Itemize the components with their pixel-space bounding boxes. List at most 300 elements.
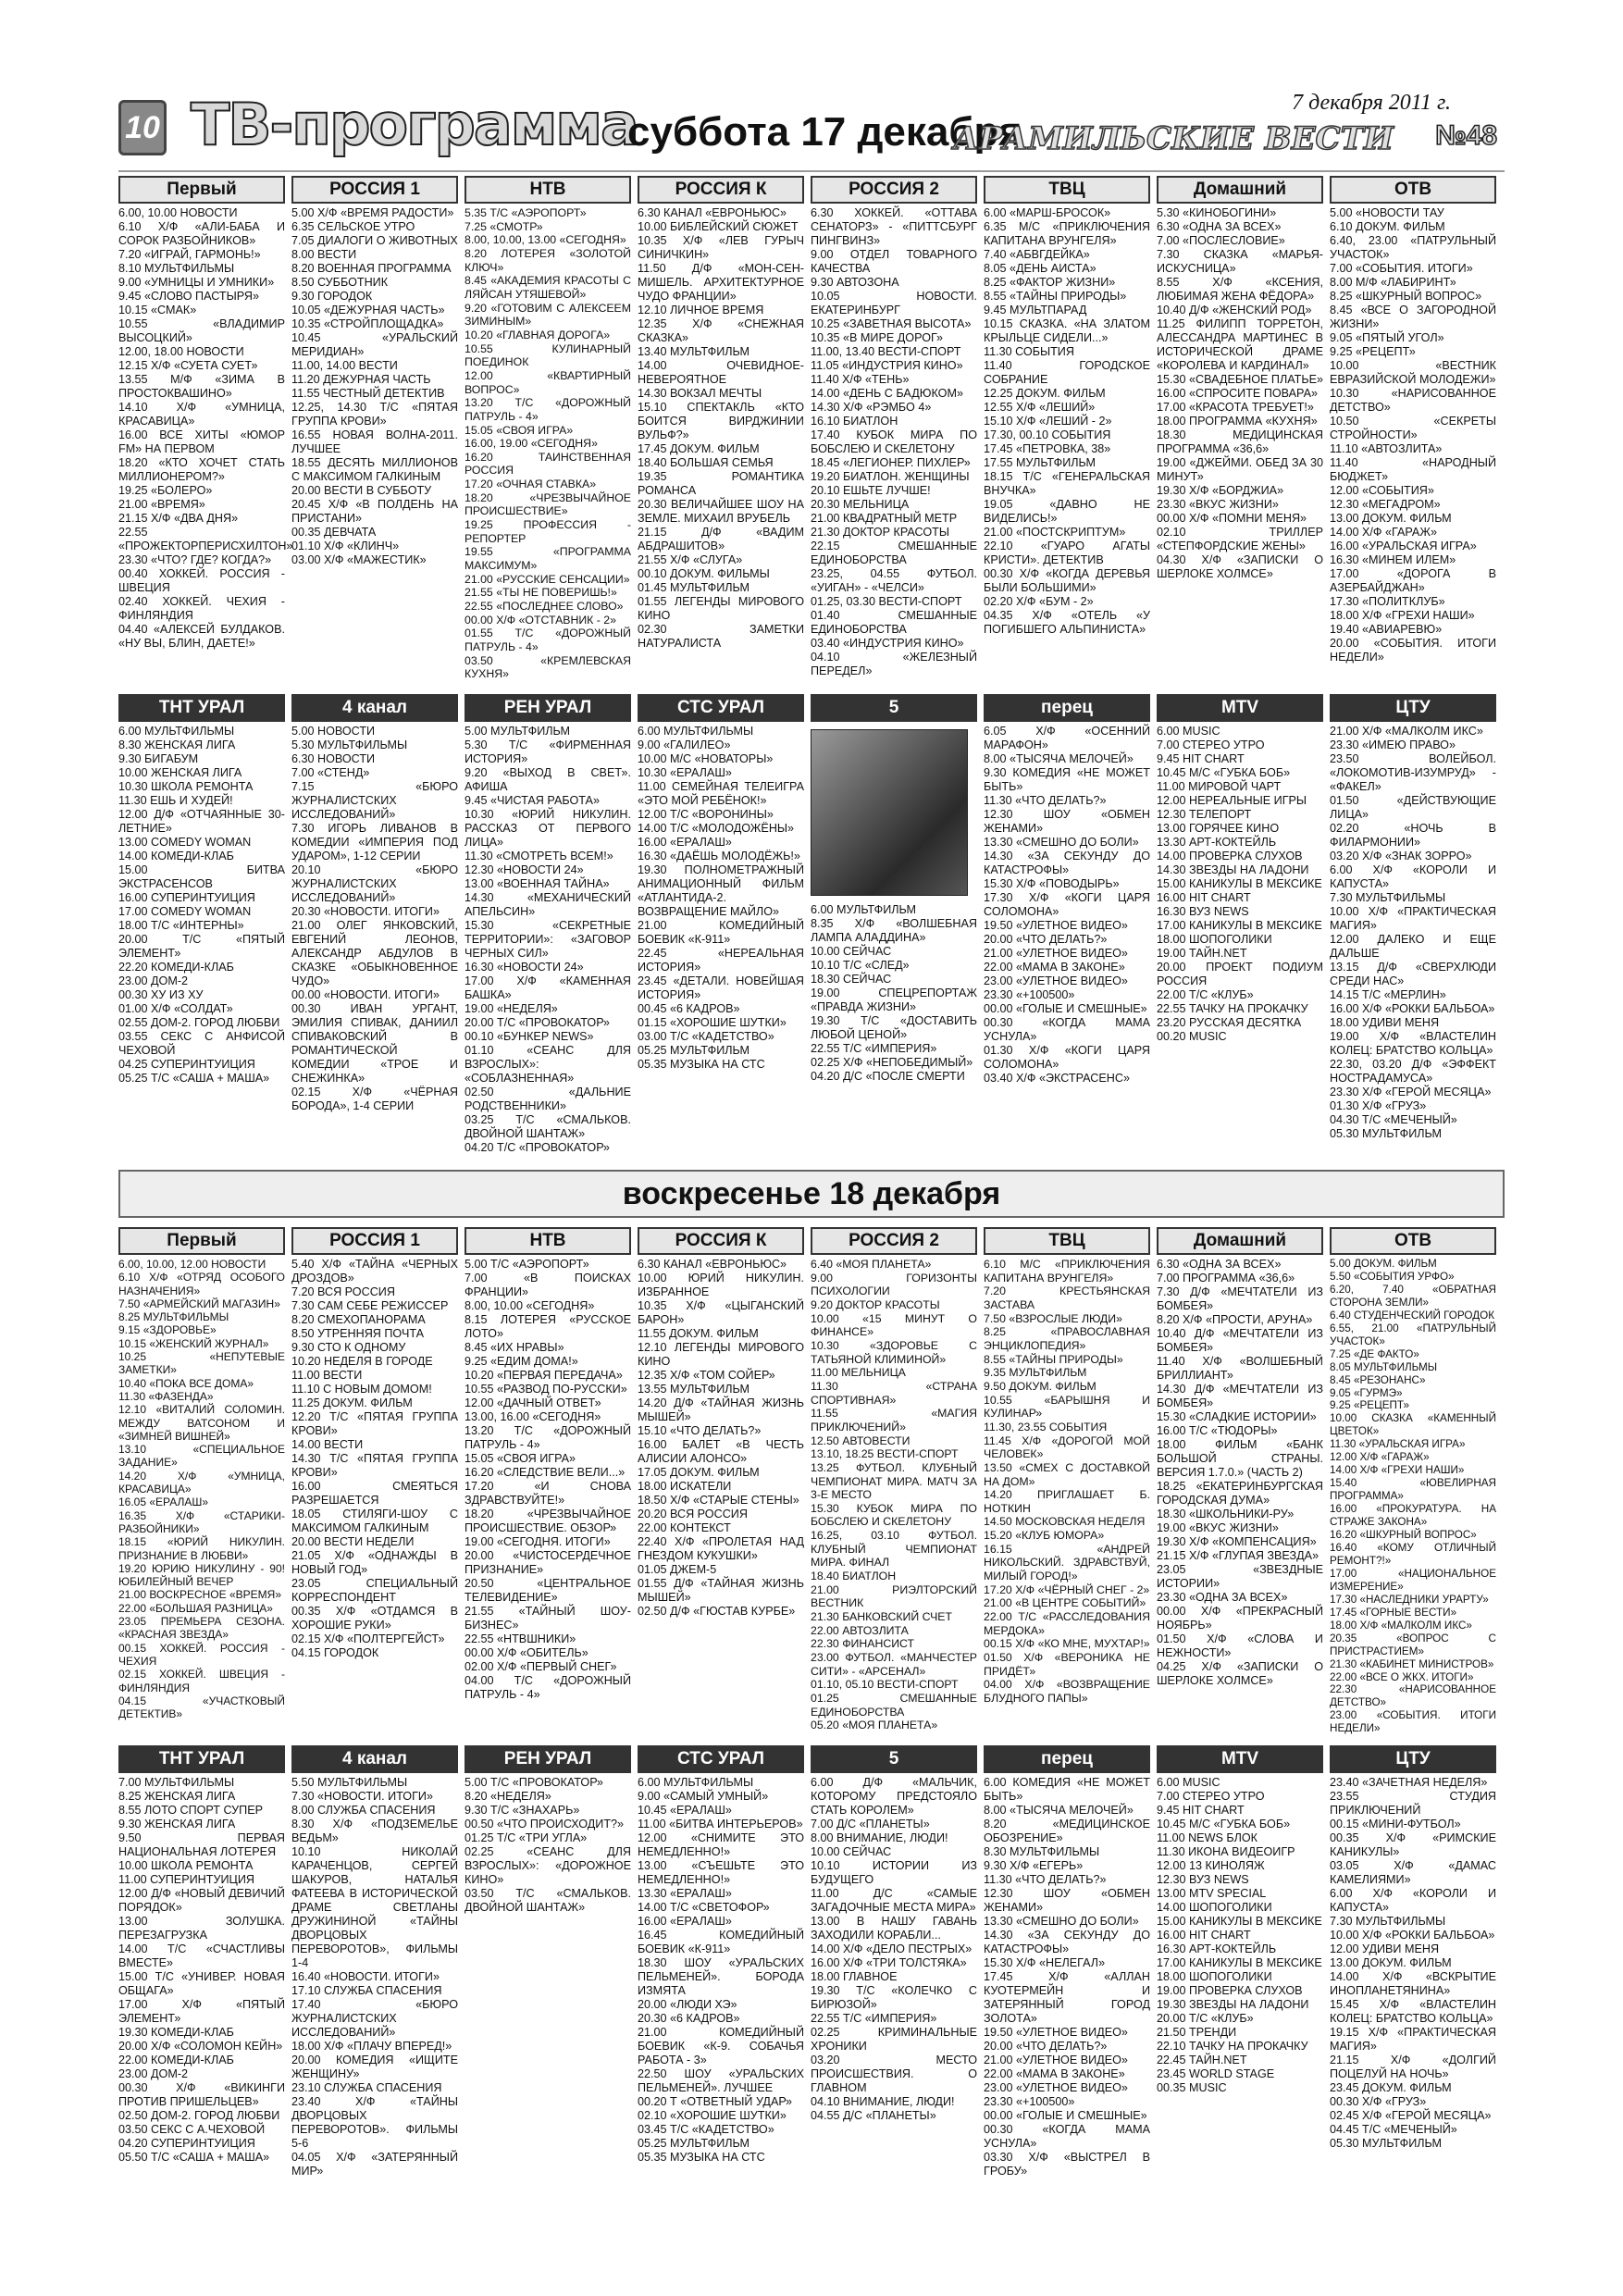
program-item: 03.40 Х/Ф «ЭКСТРАСЕНС» — [984, 1072, 1130, 1085]
program-item: 23.40 «ЗАЧЕТНАЯ НЕДЕЛЯ» — [1330, 1776, 1488, 1789]
program-item: 18.00 Х/Ф «ПЛАЧУ ВПЕРЕД!» — [291, 2040, 452, 2053]
program-list — [811, 1258, 977, 1732]
program-item: 19.15 Х/Ф «ПРАКТИЧЕСКАЯ МАГИЯ» — [1330, 2026, 1496, 2053]
program-item: 6.35 СЕЛЬСКОЕ УТРО — [291, 220, 415, 233]
newspaper-name: АРАМИЛЬСКИЕ ВЕСТИ — [953, 120, 1394, 157]
program-item: 9.20 ДОКТОР КРАСОТЫ — [811, 1297, 940, 1311]
program-item: 5.35 Т/С «АЭРОПОРТ» — [465, 206, 587, 219]
program-item: 20.00 «ЛЮДИ ХЭ» — [638, 1998, 737, 2011]
program-item: 01.15 «ХОРОШИЕ ШУТКИ» — [638, 1016, 787, 1029]
program-item: 19.30 ПОЛНОМЕТРАЖНЫЙ АНИМАЦИОННЫЙ ФИЛЬМ «АТЛАНТИДА-2. ВОЗВРАЩЕНИЕ МАЙЛО» — [638, 863, 804, 918]
channel-column-россия-1 — [291, 176, 458, 567]
program-item: 14.00 ПРОВЕРКА СЛУХОВ — [1157, 850, 1303, 863]
program-item: 7.00 «СТЕНД» — [291, 766, 370, 779]
program-item: 14.00 Х/Ф «ВСКРЫТИЕ ИНОПЛАНЕТЯНИНА» — [1330, 1970, 1496, 1997]
program-item: 22.45 ТАЙН.NET — [1157, 2054, 1247, 2066]
program-item: 19.25 «БОЛЕРО» — [118, 484, 213, 497]
program-item: 20.00 «СОБЫТИЯ. ИТОГИ НЕДЕЛИ» — [1330, 637, 1496, 664]
program-item: 6.35 М/С «ПРИКЛЮЧЕНИЯ КАПИТАНА ВРУНГЕЛЯ» — [984, 220, 1150, 247]
program-list — [984, 1258, 1150, 1706]
program-item: 17.30 «ПОЛИТКЛУБ» — [1330, 595, 1445, 608]
program-item: 01.55 ЛЕГЕНДЫ МИРОВОГО КИНО — [638, 595, 804, 622]
program-item: 12.10 ЛЕГЕНДЫ МИРОВОГО КИНО — [638, 1341, 804, 1368]
program-item: 04.25 СУПЕРИНТУИЦИЯ — [118, 1058, 255, 1071]
program-item: 15.10 «ЧТО ДЕЛАТЬ?» — [638, 1424, 762, 1437]
channel-column-твц — [984, 176, 1150, 637]
channel-name: НТВ — [529, 1231, 566, 1250]
program-item: 01.50 «ДЕЙСТВУЮЩИЕ ЛИЦА» — [1330, 794, 1496, 821]
program-item: 11.30 «СМОТРЕТЬ ВСЕМ!» — [465, 850, 613, 863]
program-item: 9.30 АВТОЗОНА — [811, 276, 899, 289]
channel-header — [1157, 176, 1323, 204]
program-item: 22.00 КОНТЕКСТ — [638, 1521, 731, 1534]
program-item: 23.05 ПРЕМЬЕРА СЕЗОНА. «КРАСНАЯ ЗВЕЗДА» — [118, 1615, 285, 1642]
program-item: 14.00 ШОПОГОЛИКИ — [1157, 1901, 1272, 1914]
program-item: 17.55 МУЛЬТФИЛЬМ — [984, 456, 1096, 469]
program-item: 00.00 Х/Ф «ОБИТЕЛЬ» — [465, 1646, 588, 1659]
program-item: 00.30 «КОГДА МАМА УСНУЛА» — [984, 2123, 1150, 2150]
program-list — [811, 206, 977, 678]
program-item: 21.00 ОЛЕГ ЯНКОВСКИЙ, ЕВГЕНИЙ ЛЕОНОВ, АЛЕКСАНДР АБДУЛОВ В СКАЗКЕ «ОБЫКНОВЕННОЕ ЧУДО» — [291, 919, 458, 987]
program-list — [1157, 1258, 1323, 1688]
program-item: 21.00 Х/Ф «МАЛКОЛМ ИКС» — [1330, 725, 1483, 738]
program-item: 22.10 «ГУАРО АГАТЫ КРИСТИ». ДЕТЕКТИВ — [984, 540, 1150, 566]
program-item: 6.40 СТУДЕНЧЕСКИЙ ГОРОДОК — [1330, 1309, 1495, 1322]
program-item: 22.40 Х/Ф «ПРОЛЕТАЯ НАД ГНЕЗДОМ КУКУШКИ» — [638, 1535, 804, 1562]
program-item: 01.00 Х/Ф «СОЛДАТ» — [118, 1002, 233, 1015]
program-item: 23.05 СПЕЦИАЛЬНЫЙ КОРРЕСПОНДЕНТ — [291, 1577, 458, 1604]
program-item: 19.00 СПЕЦРЕПОРТАЖ «ПРАВДА ЖИЗНИ» — [811, 987, 977, 1013]
program-item: 21.15 Х/Ф «ДОЛГИЙ ПОЦЕЛУЙ НА НОЧЬ» — [1330, 2054, 1496, 2080]
program-item: 7.00 ПРОГРАММА «36,6» — [1157, 1272, 1295, 1285]
program-item: 6.00 МУЛЬТФИЛЬМ — [811, 903, 916, 916]
program-item: 8.00 ВЕСТИ — [291, 248, 357, 261]
program-item: 10.25 «ЗАВЕТНАЯ ВЫСОТА» — [811, 317, 972, 330]
program-item: 10.00 «ВЕСТНИК ЕВРАЗИЙСКОЙ МОЛОДЕЖИ» — [1330, 359, 1496, 386]
program-item: 10.30 «НАРИСОВАННОЕ ДЕТСТВО» — [1330, 387, 1496, 414]
program-item: 00.00 Х/Ф «ПОМНИ МЕНЯ» — [1157, 512, 1307, 525]
channel-logo: 5 — [811, 694, 977, 722]
program-item: 23.30 «ИМЕЮ ПРАВО» — [1330, 738, 1456, 751]
saturday-grid — [118, 176, 1505, 1157]
program-item: 19.30 Т/С «ДОСТАВИТЬ ЛЮБОЙ ЦЕНОЙ» — [811, 1014, 977, 1041]
program-item: 17.00 КАНИКУЛЫ В МЕКСИКЕ — [1157, 1956, 1322, 1969]
program-list — [118, 725, 285, 1086]
program-item: 18.00 ГЛАВНОЕ — [811, 1970, 898, 1983]
program-item: 12.30 ТЕЛЕПОРТ — [1157, 808, 1252, 821]
program-item: 20.00 ПРОЕКТ ПОДИУМ РОССИЯ — [1157, 961, 1323, 987]
channel-column-lower-тнт-урал — [118, 1745, 285, 2165]
program-item: 04.20 Д/С «ПОСЛЕ СМЕРТИ — [811, 1070, 965, 1083]
program-item: 22.00 «МАМА В ЗАКОНЕ» — [984, 2067, 1125, 2080]
channel-logo: РЕН УРАЛ — [465, 694, 631, 722]
channel-logo: 4 канал — [291, 694, 458, 722]
program-item: 16.00 HIT CHART — [1157, 1929, 1251, 1942]
program-item: 20.00 Т/С «КЛУБ» — [1157, 2012, 1254, 2025]
program-item: 8.25 МУЛЬТФИЛЬМЫ — [118, 1310, 229, 1324]
program-item: 12.00 Х/Ф «ГАРАЖ» — [1330, 1451, 1430, 1464]
program-item: 9.30 Х/Ф «ЕГЕРЬ» — [984, 1859, 1084, 1872]
program-item: 17.30 «НАСЛЕДНИКИ УРАРТУ» — [1330, 1593, 1489, 1606]
program-item: 20.00 Х/Ф «СОЛОМОН КЕЙН» — [118, 2040, 283, 2053]
program-item: 16.00 ВСЕ ХИТЫ «ЮМОР FM» НА ПЕРВОМ — [118, 428, 285, 455]
channel-column-россия-к — [638, 1227, 804, 1619]
program-item: 12.50 АВТОВЕСТИ — [811, 1433, 911, 1447]
channel-column-lower-5 — [811, 1745, 977, 2123]
program-list — [1330, 1776, 1496, 2151]
page-number: 10 — [118, 100, 167, 155]
program-item: 21.00 «ПОСТСКРИПТУМ» — [984, 526, 1126, 539]
program-item: 17.40 КУБОК МИРА ПО БОБСЛЕЮ И СКЕЛЕТОНУ — [811, 428, 977, 455]
program-item: 11.00 МЕЛЬНИЦА — [811, 1366, 906, 1380]
program-item: 16.40 «НОВОСТИ. ИТОГИ» — [291, 1970, 440, 1983]
program-item: 00.15 ХОККЕЙ. РОССИЯ - ЧЕХИЯ — [118, 1641, 285, 1668]
program-item: 21.00 «УЛЕТНОЕ ВИДЕО» — [984, 947, 1128, 960]
program-item: 7.20 КРЕСТЬЯНСКАЯ ЗАСТАВА — [984, 1285, 1150, 1311]
program-item: 10.00 ШКОЛА РЕМОНТА — [118, 1859, 254, 1872]
channel-column-lower-рен-урал — [465, 694, 631, 1155]
program-item: 00.50 «ЧТО ПРОИСХОДИТ?» — [465, 1818, 625, 1831]
program-item: 19.30 ЗВЕЗДЫ НА ЛАДОНИ — [1157, 1998, 1309, 2011]
program-item: 10.40 Д/Ф «МЕЧТАТЕЛИ ИЗ БОМБЕЯ» — [1157, 1327, 1323, 1354]
channel-column-lower-перец — [984, 694, 1150, 1086]
program-item: 01.10 «СЕАНС ДЛЯ ВЗРОСЛЫХ»: «СОБЛАЗНЕННАЯ» — [465, 1044, 631, 1085]
program-item: 6.30 ХОККЕЙ. «ОТТАВА СЕНАТОРЗ» - «ПИТТСБУРГ ПИНГВИНЗ» — [811, 206, 977, 247]
program-item: 19.30 Т/С «КОЛЕЧКО С БИРЮЗОЙ» — [811, 1984, 977, 2011]
channel-column-lower-перец — [984, 1745, 1150, 2178]
program-item: 7.00 СТЕРЕО УТРО — [1157, 738, 1265, 751]
program-item: 9.00 ГОРИЗОНТЫ ПСИХОЛОГИИ — [811, 1271, 977, 1298]
channel-column-нтв — [465, 176, 631, 681]
program-item: 15.40 «ЮВЕЛИРНАЯ ПРОГРАММА» — [1330, 1477, 1496, 1503]
program-item: 6.00 «МАРШ-БРОСОК» — [984, 206, 1111, 219]
program-item: 04.05 Х/Ф «ЗАТЕРЯННЫЙ МИР» — [291, 2151, 458, 2178]
page-header — [118, 91, 1497, 165]
program-item: 12.00 Д/Ф «НОВЫЙ ДЕВИЧИЙ ПОРЯДОК» — [118, 1887, 285, 1914]
program-item: 00.10 «БУНКЕР NEWS» — [465, 1030, 594, 1043]
program-item: 11.30, 23.55 СОБЫТИЯ — [984, 1420, 1108, 1433]
program-item: 18.30 «ШКОЛЬНИКИ-РУ» — [1157, 1508, 1295, 1520]
program-item: 00.00 Х/Ф «ПРЕКРАСНЫЙ НОЯБРЬ» — [1157, 1605, 1323, 1632]
program-item: 10.00 «15 МИНУТ О ФИНАНСЕ» — [811, 1311, 977, 1339]
program-item: 10.35 «В МИРЕ ДОРОГ» — [811, 331, 943, 344]
program-item: 21.05 Х/Ф «ОДНАЖДЫ В НОВЫЙ ГОД» — [291, 1549, 458, 1576]
channel-header — [118, 176, 285, 204]
program-item: 9.25 «РЕЦЕПТ» — [1330, 1399, 1410, 1412]
program-item: 10.10 Т/С «СЛЕД» — [811, 959, 910, 972]
program-item: 04.20 СУПЕРИНТУИЦИЯ — [118, 2137, 255, 2150]
program-item: 15.00 БИТВА ЭКСТРАСЕНСОВ — [118, 863, 285, 890]
program-item: 8.45 «ВСЕ О ЗАГОРОДНОЙ ЖИЗНИ» — [1330, 304, 1496, 330]
program-item: 13.00 MTV SPECIAL — [1157, 1887, 1267, 1900]
program-item: 21.55 «ТЫ НЕ ПОВЕРИШЬ!» — [465, 586, 617, 600]
program-item: 04.10 «ЖЕЛЕЗНЫЙ ПЕРЕДЕЛ» — [811, 651, 977, 677]
program-item: 16.00 «СПРОСИТЕ ПОВАРА» — [1157, 387, 1319, 400]
program-item: 16.00 Т/С «ТЮДОРЫ» — [1157, 1424, 1278, 1437]
program-item: 12.00 13 КИНОЛЯЖ — [1157, 1859, 1265, 1872]
program-item: 17.30, 00.10 СОБЫТИЯ — [984, 428, 1111, 441]
program-item: 7.30 ИГОРЬ ЛИВАНОВ В КОМЕДИИ «ИМПЕРИЯ ПОД УДАРОМ», 1-12 СЕРИИ — [291, 822, 458, 863]
program-item: 22.55 «НТВШНИКИ» — [465, 1632, 576, 1645]
channel-header — [1330, 176, 1496, 204]
program-item: 13.00 В НАШУ ГАВАНЬ ЗАХОДИЛИ КОРАБЛИ... — [811, 1915, 977, 1942]
program-item: 10.00 СКАЗКА «КАМЕННЫЙ ЦВЕТОК» — [1330, 1412, 1496, 1438]
program-item: 6.40 «МОЯ ПЛАНЕТА» — [811, 1258, 932, 1271]
program-item: 11.55 ДОКУМ. ФИЛЬМ — [638, 1327, 759, 1340]
program-item: 04.10 ВНИМАНИЕ, ЛЮДИ! — [811, 2095, 955, 2108]
program-item: 16.30 ВУЗ NEWS — [1157, 905, 1249, 918]
program-item: 16.00 «УРАЛЬСКАЯ ИГРА» — [1330, 540, 1477, 552]
program-item: 01.25 Т/С «ТРИ УГЛА» — [465, 1831, 588, 1844]
program-list — [811, 1776, 977, 2123]
program-item: 13.00 ДОКУМ. ФИЛЬМ — [1330, 1956, 1452, 1969]
program-item: 10.10 НИКОЛАЙ КАРАЧЕНЦОВ, СЕРГЕЙ ШАКУРОВ, НАТАЛЬЯ ФАТЕЕВА В ИСТОРИЧЕСКОЙ ДРАМЕ СВЕТЛАНЫ ДРУЖИНИНОЙ «ТАЙНЫ ДВОРЦОВЫХ ПЕРЕВОРОТОВ», ФИЛЬМЫ 1-4 — [291, 1845, 458, 1969]
issue-date: 7 декабря 2011 г. — [1292, 91, 1451, 115]
program-item: 10.20 НЕДЕЛЯ В ГОРОДЕ — [291, 1355, 433, 1368]
program-item: 21.00 РИЭЛТОРСКИЙ ВЕСТНИК — [811, 1582, 977, 1610]
program-item: 10.45 М/С «ГУБКА БОБ» — [1157, 766, 1291, 779]
program-item: 7.00 «СОБЫТИЯ. ИТОГИ» — [1330, 262, 1473, 275]
channel-logo: РЕН УРАЛ — [465, 1745, 631, 1773]
channel-name: РОССИЯ 1 — [329, 1231, 420, 1250]
program-item: 11.55 ЧЕСТНЫЙ ДЕТЕКТИВ — [291, 387, 445, 400]
program-item: 10.55 КУЛИНАРНЫЙ ПОЕДИНОК — [465, 341, 631, 369]
program-item: 5.40 Х/Ф «ТАЙНА «ЧЕРНЫХ ДРОЗДОВ» — [291, 1258, 458, 1285]
program-item: 17.00 Х/Ф «КАМЕННАЯ БАШКА» — [465, 974, 631, 1001]
channel-header — [984, 1227, 1150, 1255]
program-item: 12.00 «ДАЧНЫЙ ОТВЕТ» — [465, 1396, 601, 1409]
program-item: 05.30 МУЛЬТФИЛЬМ — [1330, 2137, 1442, 2150]
program-item: 19.20 ЮРИЮ НИКУЛИНУ - 90! ЮБИЛЕЙНЫЙ ВЕЧЕР — [118, 1561, 285, 1589]
program-item: 02.25 «СЕАНС ДЛЯ ВЗРОСЛЫХ»: «ДОРОЖНОЕ КИНО» — [465, 1845, 631, 1886]
program-item: 7.00 СТЕРЕО УТРО — [1157, 1790, 1265, 1803]
program-item: 00.20 MUSIC — [1157, 1030, 1227, 1043]
program-item: 02.10 ТРИЛЛЕР «СТЕПФОРДСКИЕ ЖЕНЫ» — [1157, 526, 1323, 552]
program-item: 7.25 «ДЕ ФАКТО» — [1330, 1347, 1419, 1360]
channel-column-lower-стс-урал — [638, 1745, 804, 2165]
program-item: 03.25 Т/С «СМАЛЬКОВ. ДВОЙНОЙ ШАНТАЖ» — [465, 1113, 631, 1140]
program-item: 00.15 Х/Ф «КО МНЕ, МУХТАР!» — [984, 1637, 1150, 1651]
program-item: 15.20 «КЛУБ ЮМОРА» — [984, 1529, 1105, 1543]
program-item: 20.00 «ЧИСТОСЕРДЕЧНОЕ ПРИЗНАНИЕ» — [465, 1549, 631, 1576]
program-item: 8.00 М/Ф «ЛАБИРИНТ» — [1330, 276, 1456, 289]
program-item: 05.50 Т/С «САША + МАША» — [118, 2151, 270, 2164]
program-item: 23.30 «ОДНА ЗА ВСЕХ» — [1157, 1591, 1288, 1604]
program-list — [638, 725, 804, 1072]
program-item: 10.35 «СТРОЙПЛОЩАДКА» — [291, 317, 444, 330]
program-item: 8.20 ЛОТЕРЕЯ «ЗОЛОТОЙ КЛЮЧ» — [465, 246, 631, 274]
program-item: 14.50 МОСКОВСКАЯ НЕДЕЛЯ — [984, 1515, 1146, 1529]
program-item: 12.55 Х/Ф «ЛЕШИЙ» — [984, 401, 1096, 414]
program-item: 8.00 ВНИМАНИЕ, ЛЮДИ! — [811, 1831, 948, 1844]
program-item: 6.00 Д/Ф «МАЛЬЧИК, КОТОРОМУ ПРЕДСТОЯЛО СТАТЬ КОРОЛЕМ» — [811, 1776, 977, 1817]
program-item: 13.20 Т/С «ДОРОЖНЫЙ ПАТРУЛЬ - 4» — [465, 1424, 631, 1451]
program-item: 23.05 «ЗВЕЗДНЫЕ ИСТОРИИ» — [1157, 1563, 1323, 1590]
program-item: 14.30 Т/С «ПЯТАЯ ГРУППА КРОВИ» — [291, 1452, 458, 1479]
program-item: 9.45 «СЛОВО ПАСТЫРЯ» — [118, 290, 259, 303]
program-item: 6.00 MUSIC — [1157, 725, 1220, 738]
program-item: 10.00 ЮРИЙ НИКУЛИН. ИЗБРАННОЕ — [638, 1272, 804, 1298]
program-item: 12.10 «ВИТАЛИЙ СОЛОМИН. МЕЖДУ ВАТСОНОМ И «ЗИМНЕЙ ВИШНЕЙ» — [118, 1403, 285, 1443]
program-item: 13.30 «СМЕШНО ДО БОЛИ» — [984, 1915, 1139, 1928]
program-item: 10.55 «РАЗВОД ПО-РУССКИ» — [465, 1383, 627, 1396]
program-item: 23.00 ФУТБОЛ. «МАНЧЕСТЕР СИТИ» - «АРСЕНАЛ» — [811, 1651, 977, 1678]
program-item: 15.00 КАНИКУЛЫ В МЕКСИКЕ — [1157, 1915, 1322, 1928]
program-item: 9.35 МУЛЬТФИЛЬМ — [984, 1366, 1087, 1380]
program-item: 19.55 «ПРОГРАММА МАКСИМУМ» — [465, 545, 631, 573]
program-item: 01.10, 05.10 ВЕСТИ-СПОРТ — [811, 1678, 959, 1692]
program-item: 13.10 «СПЕЦИАЛЬНОЕ ЗАДАНИЕ» — [118, 1443, 285, 1470]
program-item: 12.20 Т/С «ПЯТАЯ ГРУППА КРОВИ» — [291, 1410, 458, 1437]
program-item: 20.00 Т/С «ПРОВОКАТОР» — [465, 1016, 610, 1029]
program-item: 15.30 «СЛАДКИЕ ИСТОРИИ» — [1157, 1410, 1317, 1423]
program-item: 13.00 «ВОЕННАЯ ТАЙНА» — [465, 877, 610, 890]
program-item: 12.30 ШОУ «ОБМЕН ЖЕНАМИ» — [984, 808, 1150, 835]
program-item: 9.00 «УМНИЦЫ И УМНИКИ» — [118, 276, 275, 289]
program-item: 22.15 СМЕШАННЫЕ ЕДИНОБОРСТВА — [811, 540, 977, 566]
program-item: 22.30 ФИНАНСИСТ — [811, 1637, 915, 1651]
channel-name: Домашний — [1193, 1231, 1287, 1250]
program-item: 10.30 ШКОЛА РЕМОНТА — [118, 780, 254, 793]
program-item: 20.35 «ВОПРОС С ПРИСТРАСТИЕМ» — [1330, 1632, 1496, 1657]
program-item: 12.00, 18.00 НОВОСТИ — [118, 345, 244, 358]
program-item: 14.20 ПРИГЛАШАЕТ Б. НОТКИН — [984, 1488, 1150, 1515]
program-item: 11.00 Д/С «САМЫЕ ЗАГАДОЧНЫЕ МЕСТА МИРА» — [811, 1887, 977, 1914]
program-item: 15.45 Х/Ф «ВЛАСТЕЛИН КОЛЕЦ: БРАТСТВО КОЛЬЦА» — [1330, 1998, 1496, 2025]
program-item: 16.00, 19.00 «СЕГОДНЯ» — [465, 437, 598, 451]
program-item: 02.20 «НОЧЬ В ФИЛАРМОНИИ» — [1330, 822, 1496, 849]
program-item: 18.50 Х/Ф «СТАРЫЕ СТЕНЫ» — [638, 1494, 799, 1507]
program-item: 19.00 «НЕДЕЛЯ» — [465, 1002, 558, 1015]
channel-logo: ЦТУ — [1330, 1745, 1496, 1773]
program-item: 15.30 «СВАДЕБНОЕ ПЛАТЬЕ» — [1157, 373, 1323, 386]
program-item: 19.05 «ДАВНО НЕ ВИДЕЛИСЬ!» — [984, 498, 1150, 525]
program-item: 9.30 КОМЕДИЯ «НЕ МОЖЕТ БЫТЬ» — [984, 766, 1150, 793]
program-item: 8.50 УТРЕННЯЯ ПОЧТА — [291, 1327, 425, 1340]
program-list — [984, 725, 1150, 1086]
program-item: 16.30 «МИНЕМ ИЛЕМ» — [1330, 553, 1456, 566]
program-item: 13.00 ГОРЯЧЕЕ КИНО — [1157, 822, 1280, 835]
program-item: 11.00 ВЕСТИ — [291, 1369, 363, 1382]
program-item: 11.40 «НАРОДНЫЙ БЮДЖЕТ» — [1330, 456, 1496, 483]
program-item: 02.50 ДОМ-2. ГОРОД ЛЮБВИ — [118, 2109, 280, 2122]
program-item: 11.00, 14.00 ВЕСТИ — [291, 359, 398, 372]
program-item: 8.20 ВОЕННАЯ ПРОГРАММА — [291, 262, 452, 275]
program-item: 20.00 «ЧТО ДЕЛАТЬ?» — [984, 2040, 1108, 2053]
program-item: 04.00 Т/С «ДОРОЖНЫЙ ПАТРУЛЬ - 4» — [465, 1674, 631, 1701]
program-item: 7.00 МУЛЬТФИЛЬМЫ — [118, 1776, 235, 1789]
program-item: 10.40 «ПОКА ВСЕ ДОМА» — [118, 1376, 254, 1390]
program-item: 5.00 «НОВОСТИ ТАУ — [1330, 206, 1444, 219]
program-item: 17.00 КАНИКУЛЫ В МЕКСИКЕ — [1157, 919, 1322, 932]
program-item: 04.30 Х/Ф «ЗАПИСКИ О ШЕРЛОКЕ ХОЛМСЕ» — [1157, 553, 1323, 580]
program-item: 20.00 ВЕСТИ В СУББОТУ — [291, 484, 432, 497]
program-item: 7.20 «ИГРАЙ, ГАРМОНЬ!» — [118, 248, 261, 261]
program-item: 7.30 СКАЗКА «МАРЬЯ-ИСКУСНИЦА» — [1157, 248, 1323, 275]
program-item: 18.00 ИСКАТЕЛИ — [638, 1480, 732, 1493]
program-item: 00.35 Х/Ф «ОТДАМСЯ В ХОРОШИЕ РУКИ» — [291, 1605, 458, 1632]
program-item: 23.45 WORLD STAGE — [1157, 2067, 1275, 2080]
channel-name: ТВЦ — [1048, 180, 1085, 199]
program-item: 7.30 САМ СЕБЕ РЕЖИССЕР — [291, 1299, 449, 1312]
program-item: 10.15 СКАЗКА. «НА ЗЛАТОМ КРЫЛЬЦЕ СИДЕЛИ...» — [984, 317, 1150, 344]
program-item: 20.45 Х/Ф «В ПОЛДЕНЬ НА ПРИСТАНИ» — [291, 498, 458, 525]
program-item: 18.55 ДЕСЯТЬ МИЛЛИОНОВ С МАКСИМОМ ГАЛКИНЫМ — [291, 456, 458, 483]
channel-logo: перец — [984, 694, 1150, 722]
program-item: 03.50 Т/С «СМАЛЬКОВ. ДВОЙНОЙ ШАНТАЖ» — [465, 1887, 631, 1914]
program-item: 02.15 Х/Ф «ПОЛТЕРГЕЙСТ» — [291, 1632, 445, 1645]
program-item: 12.00 УДИВИ МЕНЯ — [1330, 1942, 1440, 1955]
program-item: 23.30 Х/Ф «ГЕРОЙ МЕСЯЦА» — [1330, 1086, 1492, 1098]
program-item: 19.00 «СЕГОДНЯ. ИТОГИ» — [465, 1535, 611, 1548]
program-item: 15.30 «СЕКРЕТНЫЕ ТЕРРИТОРИИ»: «ЗАГОВОР ЧЕРНЫХ СИЛ» — [465, 919, 631, 960]
program-list — [1330, 1258, 1496, 1735]
program-item: 12.30 «МЕГАДРОМ» — [1330, 498, 1441, 511]
program-item: 14.00 КОМЕДИ-КЛАБ — [118, 850, 234, 863]
program-item: 22.00 «МАМА В ЗАКОНЕ» — [984, 961, 1125, 974]
program-item: 17.00 COMEDY WOMAN — [118, 905, 252, 918]
program-item: 11.40 Х/Ф «ВОЛШЕБНЫЙ БРИЛЛИАНТ» — [1157, 1355, 1323, 1382]
program-item: 16.30 «ДАЁШЬ МОЛОДЁЖЬ!» — [638, 850, 800, 863]
program-item: 7.30 «НОВОСТИ. ИТОГИ» — [291, 1790, 433, 1803]
program-item: 6.10 М/С «ПРИКЛЮЧЕНИЯ КАПИТАНА ВРУНГЕЛЯ» — [984, 1258, 1150, 1285]
program-item: 14.30 «ЗА СЕКУНДУ ДО КАТАСТРОФЫ» — [984, 1929, 1150, 1955]
program-item: 23.00 «УЛЕТНОЕ ВИДЕО» — [984, 2081, 1128, 2094]
channel-name: РОССИЯ 1 — [329, 180, 420, 199]
program-item: 14.30 ЗВЕЗДЫ НА ЛАДОНИ — [1157, 863, 1309, 876]
program-item: 6.30 КАНАЛ «ЕВРОНЬЮС» — [638, 206, 787, 219]
program-list — [465, 1258, 631, 1702]
program-item: 11.30 ИКОНА ВИДЕОИГР — [1157, 1845, 1295, 1858]
channel-logo: ТНТ УРАЛ — [118, 694, 285, 722]
program-item: 00.30 ИВАН УРГАНТ, ЭМИЛИЯ СПИВАК, ДАНИИЛ СПИВАКОВСКИЙ В РОМАНТИЧЕСКОЙ КОМЕДИИ «ТРОЕ И СНЕЖИНКА» — [291, 1002, 458, 1085]
program-item: 16.00 СМЕЯТЬСЯ РАЗРЕШАЕТСЯ — [291, 1480, 458, 1507]
program-item: 14.30 Д/Ф «МЕЧТАТЕЛИ ИЗ БОМБЕЯ» — [1157, 1383, 1323, 1409]
program-item: 18.00 Х/Ф «ГРЕХИ НАШИ» — [1330, 609, 1475, 622]
program-item: 10.00 БИБЛЕЙСКИЙ СЮЖЕТ — [638, 220, 799, 233]
program-item: 9.30 ЖЕНСКАЯ ЛИГА — [118, 1818, 236, 1831]
program-item: 19.35 РОМАНТИКА РОМАНСА — [638, 470, 804, 497]
program-item: 21.00 «ВРЕМЯ» — [118, 498, 205, 511]
channel-logo: ТНТ УРАЛ — [118, 1745, 285, 1773]
program-item: 7.30 МУЛЬТФИЛЬМЫ — [1330, 891, 1446, 904]
program-item: 02.25 КРИМИНАЛЬНЫЕ ХРОНИКИ — [811, 2026, 977, 2053]
channel-column-домашний — [1157, 1227, 1323, 1688]
program-item: 21.15 Д/Ф «ВАДИМ АБДРАШИТОВ» — [638, 526, 804, 552]
program-item: 04.40 «АЛЕКСЕЙ БУЛДАКОВ. «НУ ВЫ, БЛИН, ДАЕТЕ!» — [118, 623, 285, 650]
channel-name: РОССИЯ 2 — [849, 1231, 939, 1250]
program-item: 14.00 Х/Ф «ГАРАЖ» — [1330, 526, 1437, 539]
program-item: 11.50 Д/Ф «МОН-СЕН-МИШЕЛЬ. АРХИТЕКТУРНОЕ ЧУДО ФРАНЦИИ» — [638, 262, 804, 303]
program-item: 16.35 Х/Ф «СТАРИКИ-РАЗБОЙНИКИ» — [118, 1508, 285, 1535]
program-item: 10.30 «ЕРАЛАШ» — [638, 766, 732, 779]
program-item: 7.50 «АРМЕЙСКИЙ МАГАЗИН» — [118, 1297, 280, 1310]
program-item: 22.55 «ПРОЖЕКТОРПЕРИСХИЛТОН» — [118, 526, 293, 552]
sunday-title-bar — [118, 1170, 1505, 1218]
program-item: 11.25 ДОКУМ. ФИЛЬМ — [291, 1396, 413, 1409]
channel-column-lower-цту — [1330, 1745, 1496, 2151]
program-item: 10.00 СЕЙЧАС — [811, 1845, 892, 1858]
program-item: 9.50 ДОКУМ. ФИЛЬМ — [984, 1379, 1096, 1393]
program-item: 5.00 Т/С «ПРОВОКАТОР» — [465, 1776, 603, 1789]
program-item: 5.50 «СОБЫТИЯ УРФО» — [1330, 1270, 1455, 1283]
program-item: 17.20 «ОЧНАЯ СТАВКА» — [465, 478, 597, 491]
channel-column-первый — [118, 176, 293, 651]
program-item: 7.50 «ВЗРОСЛЫЕ ЛЮДИ» — [984, 1311, 1122, 1325]
program-item: 02.40 ХОККЕЙ. ЧЕХИЯ - ФИНЛЯНДИЯ — [118, 595, 285, 622]
program-item: 14.20 Х/Ф «УМНИЦА, КРАСАВИЦА» — [118, 1469, 285, 1496]
channel-column-lower-4-канал — [291, 1745, 458, 2178]
